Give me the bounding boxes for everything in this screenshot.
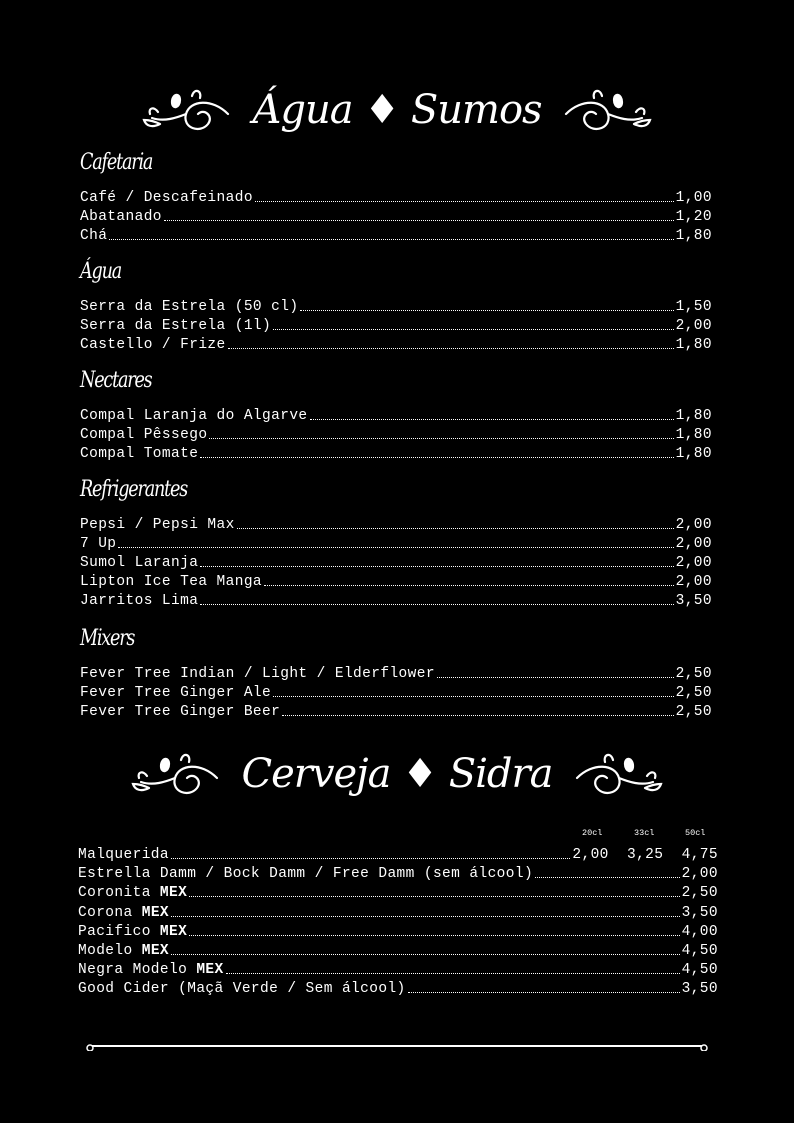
- menu-item-row: [80, 405, 712, 424]
- right-flourish-ornament: [559, 88, 655, 132]
- menu-item-row: [80, 533, 712, 552]
- menu-item-price: 2,00: [675, 573, 712, 590]
- menu-item-price: 4,50: [681, 962, 718, 979]
- menu-item-price: 1,20: [675, 208, 712, 225]
- dot-leader: [535, 877, 680, 878]
- menu-item-row: [80, 701, 712, 720]
- section-title-cerveja-sidra: [0, 748, 794, 797]
- dot-leader: [118, 547, 673, 548]
- dot-leader: [408, 992, 680, 993]
- menu-item-row: [78, 844, 718, 863]
- origin-tag: MEX: [141, 943, 170, 959]
- size-label-33cl: 33cl: [634, 828, 655, 838]
- menu-item-name: Café / Descafeinado: [80, 190, 253, 206]
- menu-item-price: 4,50: [681, 943, 718, 959]
- dot-leader: [109, 239, 673, 240]
- menu-item-price: 2,00: [675, 317, 712, 334]
- menu-item-row: [80, 334, 712, 353]
- menu-item-price: 3,50: [675, 592, 712, 609]
- dot-leader: [200, 457, 673, 458]
- menu-item-price: 2,50: [675, 666, 712, 682]
- menu-item-row: [80, 571, 712, 590]
- dot-leader: [300, 310, 673, 311]
- menu-item-price: 1,80: [675, 408, 712, 424]
- dot-leader: [171, 954, 680, 955]
- menu-item-price: 2,00: [675, 517, 712, 533]
- size-label-20cl: 20cl: [582, 828, 603, 838]
- menu-item-name: [78, 924, 187, 940]
- menu-item-row: [78, 959, 718, 978]
- dot-leader: [255, 201, 674, 202]
- menu-item-name: Fever Tree Ginger Beer: [80, 703, 281, 720]
- origin-tag: MEX: [141, 904, 170, 921]
- menu-item-row: [78, 921, 718, 940]
- origin-tag: MEX: [159, 923, 188, 940]
- menu-item-name: Serra da Estrela (1l): [80, 317, 272, 334]
- category-heading: Refrigerantes: [80, 477, 188, 502]
- right-flourish-ornament: [570, 752, 666, 796]
- menu-item-row: [80, 552, 712, 571]
- menu-item-price: 2,00: [675, 535, 712, 552]
- origin-tag: MEX: [196, 962, 224, 979]
- dot-leader: [164, 220, 674, 221]
- menu-item-name: Compal Tomate: [80, 445, 199, 462]
- menu-item-row: [80, 443, 712, 462]
- dot-leader: [273, 329, 673, 330]
- menu-item-row: [80, 514, 712, 533]
- origin-tag: MEX: [159, 885, 188, 902]
- menu-item-row: [78, 940, 718, 959]
- menu-item-price: 1,80: [675, 426, 712, 443]
- menu-item-price: 3,50: [681, 904, 718, 921]
- menu-item-row: [80, 682, 712, 701]
- menu-item-name: Fever Tree Indian / Light / Elderflower: [80, 666, 435, 682]
- dot-leader: [264, 585, 674, 586]
- dot-leader: [226, 973, 680, 974]
- menu-item-name-text: Negra Modelo: [78, 962, 197, 979]
- category-heading: Mixers: [80, 626, 135, 651]
- menu-item-row: [78, 863, 718, 882]
- menu-item-price: 4,00: [681, 923, 718, 940]
- menu-item-name-text: Modelo: [78, 943, 142, 959]
- menu-item-row: [80, 663, 712, 682]
- menu-item-name: [78, 847, 169, 863]
- menu-item-name: Sumol Laranja: [80, 554, 199, 571]
- menu-item-name: Chá: [80, 227, 108, 244]
- menu-item-name: [78, 866, 533, 882]
- menu-item-name: [78, 905, 169, 921]
- footer-divider-line: [86, 1043, 708, 1051]
- menu-item-row: [80, 296, 712, 315]
- dot-leader: [171, 916, 680, 917]
- menu-item-row: [78, 902, 718, 921]
- category-heading: Cafetaria: [80, 150, 153, 175]
- menu-item-price: 2,00 3,25 4,75: [572, 847, 718, 863]
- menu-item-row: [80, 590, 712, 609]
- menu-item-price: 2,50: [675, 703, 712, 720]
- menu-item-price: 1,50: [675, 299, 712, 315]
- menu-item-row: [80, 424, 712, 443]
- menu-item-row: [78, 882, 718, 901]
- category-heading: Nectares: [80, 368, 152, 393]
- dot-leader: [237, 528, 674, 529]
- menu-item-price: 1,80: [675, 227, 712, 244]
- menu-item-name: Fever Tree Ginger Ale: [80, 684, 272, 701]
- menu-item-name-text: Good Cider (Maçã Verde / Sem álcool): [78, 981, 406, 998]
- menu-item-name: Abatanado: [80, 208, 162, 225]
- category-heading: Água: [80, 259, 122, 284]
- menu-item-name-text: Pacifico: [78, 923, 160, 940]
- menu-item-row: [78, 978, 718, 997]
- menu-item-row: [80, 206, 712, 225]
- menu-item-name-text: Malquerida: [78, 847, 170, 863]
- left-flourish-ornament: [139, 88, 235, 132]
- menu-item-price: 1,80: [675, 336, 712, 353]
- dot-leader: [437, 677, 674, 678]
- dot-leader: [189, 896, 679, 897]
- menu-item-name: [78, 885, 187, 901]
- dot-leader: [200, 604, 673, 605]
- menu-item-row: [80, 225, 712, 244]
- menu-item-name: Pepsi / Pepsi Max: [80, 517, 235, 533]
- left-flourish-ornament: [128, 752, 224, 796]
- dot-leader: [209, 438, 673, 439]
- menu-item-name: 7 Up: [80, 535, 117, 552]
- menu-item-name: Compal Laranja do Algarve: [80, 408, 308, 424]
- menu-item-name-text: Estrella Damm / Bock Damm / Free Damm (sem álcool): [78, 866, 534, 883]
- dot-leader: [310, 419, 674, 420]
- menu-item-price: 3,50: [681, 981, 718, 998]
- dot-leader: [171, 858, 570, 859]
- dot-leader: [282, 715, 673, 716]
- menu-item-name: Compal Pêssego: [80, 426, 208, 443]
- dot-leader: [228, 348, 674, 349]
- menu-item-row: [80, 187, 712, 206]
- section-title-text: Água ♦ Sumos: [252, 87, 542, 133]
- section-title-agua-sumos: [0, 84, 794, 133]
- dot-leader: [189, 935, 679, 936]
- section-title-text: Cerveja ♦ Sidra: [241, 751, 553, 797]
- menu-item-name: [78, 962, 224, 978]
- menu-item-name: Jarritos Lima: [80, 592, 199, 609]
- menu-item-name-text: Corona: [78, 904, 142, 921]
- menu-item-price: 2,50: [681, 885, 718, 902]
- menu-item-price: 2,00: [681, 866, 718, 883]
- menu-item-name: Castello / Frize: [80, 336, 226, 353]
- menu-item-name-text: Coronita: [78, 885, 160, 902]
- dot-leader: [200, 566, 673, 567]
- menu-item-name: [78, 943, 169, 959]
- dot-leader: [273, 696, 673, 697]
- menu-item-price: 1,80: [675, 445, 712, 462]
- menu-item-price: 2,50: [675, 684, 712, 701]
- size-label-50cl: 50cl: [685, 828, 706, 838]
- menu-item-name: Serra da Estrela (50 cl): [80, 299, 299, 315]
- menu-item-name: Lipton Ice Tea Manga: [80, 573, 263, 590]
- menu-item-price: 2,00: [675, 554, 712, 571]
- menu-item-price: 1,00: [675, 190, 712, 206]
- menu-item-row: [80, 315, 712, 334]
- menu-item-name: [78, 981, 406, 997]
